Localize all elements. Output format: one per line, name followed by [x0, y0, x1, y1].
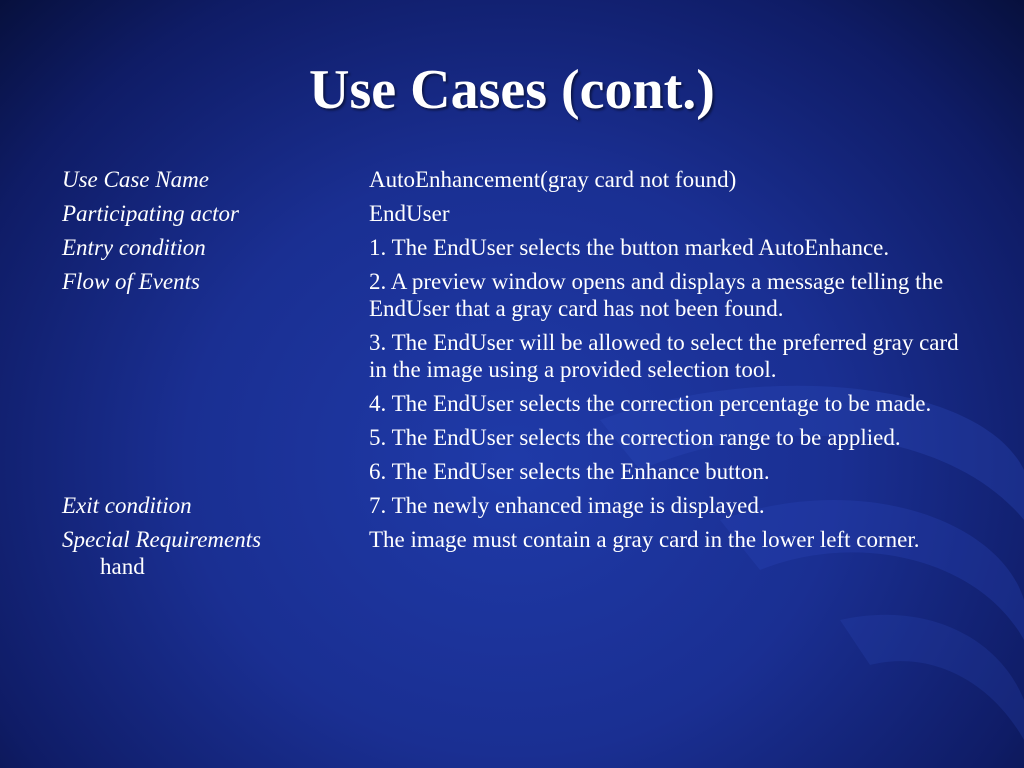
row-label-continuation: hand	[100, 554, 145, 579]
table-row	[62, 166, 962, 193]
row-value: 3. The EndUser will be allowed to select the preferred gray card in the image using a provided selection tool.	[369, 330, 959, 382]
slide-title: Use Cases (cont.)	[309, 59, 715, 121]
table-row	[62, 390, 962, 417]
row-value: 1. The EndUser selects the button marked AutoEnhance.	[369, 235, 890, 260]
row-label: Exit condition	[62, 493, 192, 518]
table-row	[62, 268, 962, 322]
row-value: 5. The EndUser selects the correction range to be applied.	[369, 425, 901, 450]
row-value: AutoEnhancement(gray card not found)	[369, 167, 737, 192]
row-label: Participating actor	[62, 201, 239, 226]
row-value: The image must contain a gray card in the lower left corner.	[369, 527, 920, 552]
row-label	[62, 526, 362, 580]
row-value: 6. The EndUser selects the Enhance button.	[369, 459, 770, 484]
table-row	[62, 526, 962, 579]
row-label: Flow of Events	[62, 269, 200, 294]
row-value: 2. A preview window opens and displays a message telling the EndUser that a gray card has not been found.	[369, 269, 944, 321]
use-case-table	[62, 166, 962, 579]
table-row	[62, 234, 962, 261]
table-row	[62, 200, 962, 227]
row-value: 4. The EndUser selects the correction percentage to be made.	[369, 391, 932, 416]
row-value: 7. The newly enhanced image is displayed.	[369, 493, 765, 518]
row-label: Use Case Name	[62, 167, 209, 192]
table-row	[62, 458, 962, 485]
row-label: Entry condition	[62, 235, 206, 260]
table-row	[62, 329, 962, 383]
table-row	[62, 424, 962, 451]
row-label-text: Special Requirements	[62, 527, 262, 552]
row-value: EndUser	[369, 201, 450, 226]
table-row	[62, 492, 962, 519]
